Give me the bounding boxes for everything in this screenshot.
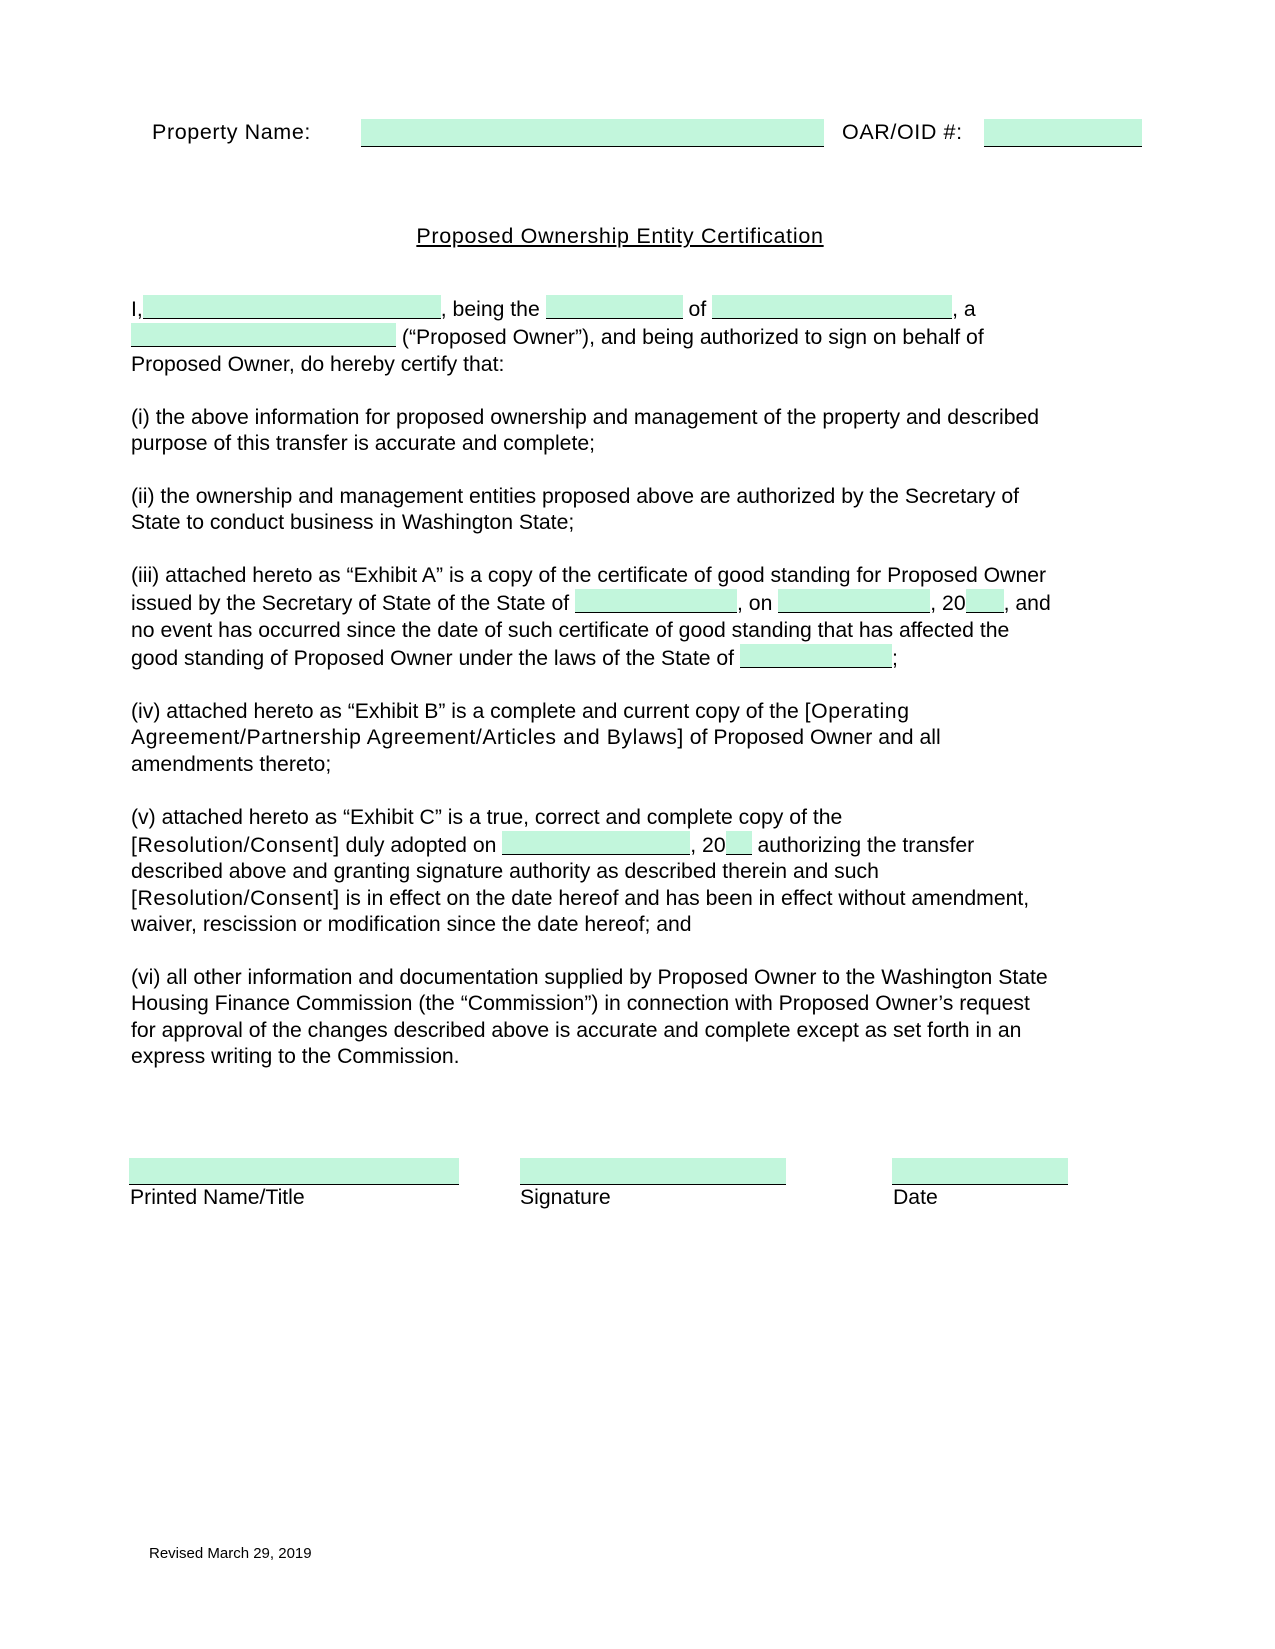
intro-text-proposed-owner: (“Proposed Owner”), and being authorized to sign on behalf of	[401, 326, 984, 350]
intro-line-3: Proposed Owner, do hereby certify that:	[131, 352, 505, 376]
intro-text-a: , a	[952, 298, 976, 321]
paragraph-v	[131, 805, 1171, 939]
intro-text-of: of	[688, 298, 707, 321]
signature-field[interactable]	[520, 1158, 786, 1185]
paragraph-iii-line-1: (iii) attached hereto as “Exhibit A” is a copy of the certificate of good standing for Proposed Owner	[131, 564, 1047, 588]
date-label: Date	[893, 1186, 938, 1209]
paragraph-v-line-4	[131, 886, 1171, 912]
paragraph-v-text-authorizing: authorizing the transfer	[757, 834, 975, 858]
paragraph-vi-line-3: for approval of the changes described above is accurate and complete except as set forth in an	[131, 1018, 1022, 1042]
paragraph-iv-line-1	[131, 699, 1171, 725]
oar-oid-field[interactable]	[984, 119, 1142, 147]
paragraph-vi	[131, 965, 1171, 1071]
state-laws-field[interactable]	[740, 644, 892, 668]
owner-entity-type-field[interactable]	[131, 323, 396, 347]
paragraph-iv	[131, 699, 1171, 778]
paragraph-iv-bracket-2: Agreement/Partnership Agreement/Articles and Bylaws]	[131, 726, 684, 750]
printed-name-field[interactable]	[129, 1158, 459, 1185]
intro-text-i: I,	[131, 298, 143, 321]
intro-text-being-the: , being the	[440, 298, 540, 321]
paragraph-vi-line-2: Housing Finance Commission (the “Commission”) in connection with Proposed Owner’s request	[131, 992, 1030, 1016]
paragraph-iii-line-4	[131, 644, 1171, 672]
intro-line-1	[131, 295, 1171, 323]
property-name-label: Property Name:	[152, 120, 311, 144]
date-field[interactable]	[892, 1158, 1068, 1185]
adoption-year-field[interactable]	[726, 831, 752, 855]
paragraph-iv-line-2	[131, 725, 1171, 751]
certificate-year-field[interactable]	[966, 589, 1004, 613]
paragraph-iii-text-20: , 20	[930, 592, 966, 616]
paragraph-iii-text-on: , on	[737, 592, 773, 616]
paragraph-v-bracket-2: [Resolution/Consent]	[131, 886, 340, 910]
entity-field[interactable]	[712, 295, 952, 319]
adoption-date-field[interactable]	[502, 831, 690, 855]
paragraph-iii-text-and: , and	[1003, 592, 1051, 616]
certification-body	[131, 295, 1171, 1097]
signature-label: Signature	[520, 1186, 611, 1209]
paragraph-vi-line-1: (vi) all other information and documentation supplied by Proposed Owner to the Washington State	[131, 966, 1048, 990]
paragraph-iii	[131, 563, 1171, 673]
paragraph-i-line-1: (i) the above information for proposed ownership and management of the property and described	[131, 405, 1040, 429]
intro-paragraph	[131, 295, 1171, 378]
paragraph-v-line-2	[131, 831, 1171, 859]
paragraph-iii-text-state: issued by the Secretary of State of the State of	[131, 592, 570, 616]
revision-footer: Revised March 29, 2019	[149, 1545, 312, 1562]
paragraph-i	[131, 405, 1171, 458]
paragraph-v-text-effect: is in effect on the date hereof and has been in effect without amendment,	[345, 886, 1030, 910]
paragraph-ii	[131, 484, 1171, 537]
paragraph-iv-text-2: of Proposed Owner and all	[689, 726, 941, 750]
printed-name-label: Printed Name/Title	[130, 1186, 305, 1209]
paragraph-iv-bracket-1: [Operating	[804, 700, 910, 724]
oar-oid-label: OAR/OID #:	[842, 120, 963, 144]
paragraph-v-text-20: , 20	[690, 834, 726, 858]
paragraph-v-bracket-1: [Resolution/Consent]	[131, 834, 340, 858]
paragraph-v-line-5: waiver, rescission or modification since the date hereof; and	[131, 913, 692, 937]
paragraph-iii-text-semicolon: ;	[891, 647, 898, 671]
paragraph-vi-line-4: express writing to the Commission.	[131, 1045, 460, 1069]
paragraph-ii-line-1: (ii) the ownership and management entities proposed above are authorized by the Secretary of	[131, 484, 1020, 508]
paragraph-iii-line-2	[131, 589, 1171, 617]
paragraph-iv-text-1: (iv) attached hereto as “Exhibit B” is a complete and current copy of the	[131, 700, 799, 724]
paragraph-ii-line-2: State to conduct business in Washington State;	[131, 511, 575, 535]
paragraph-v-line-3: described above and granting signature authority as described therein and such	[131, 860, 879, 884]
paragraph-v-line-1: (v) attached hereto as “Exhibit C” is a true, correct and complete copy of the	[131, 805, 843, 829]
name-field[interactable]	[143, 295, 441, 319]
paragraph-v-text-adopted: duly adopted on	[345, 834, 497, 858]
state-field[interactable]	[575, 589, 737, 613]
paragraph-iii-text-laws: good standing of Proposed Owner under the laws of the State of	[131, 647, 735, 671]
page-title: Proposed Ownership Entity Certification	[416, 224, 824, 248]
property-name-field[interactable]	[361, 119, 824, 147]
certificate-date-field[interactable]	[778, 589, 930, 613]
paragraph-iv-line-3: amendments thereto;	[131, 752, 332, 776]
intro-line-2	[131, 323, 1171, 351]
paragraph-i-line-2: purpose of this transfer is accurate and complete;	[131, 432, 596, 456]
title-field[interactable]	[546, 295, 683, 319]
paragraph-iii-line-3: no event has occurred since the date of such certificate of good standing that has affected the	[131, 618, 1010, 642]
